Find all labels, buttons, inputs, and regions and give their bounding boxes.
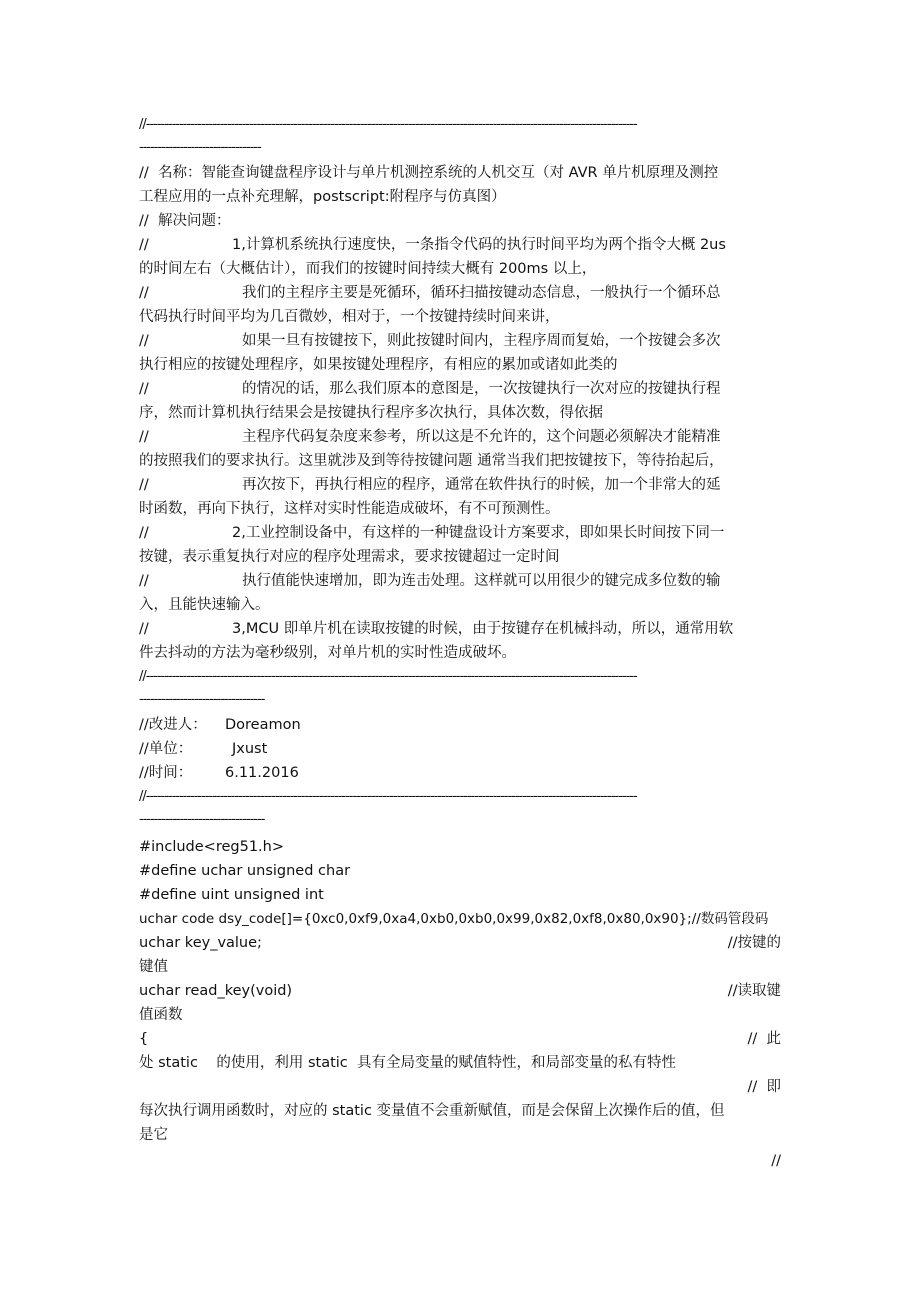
time-value: 6.11.2016: [225, 765, 299, 781]
paragraph-line: 序，然而计算机执行结果会是按键执行程序多次执行，具体次数，得依据: [139, 405, 603, 421]
problem-2-text: 2,工业控制设备中，有这样的一种键盘设计方案要求，即如果长时间按下同一: [232, 525, 725, 541]
separator-line-continued: ---------------------------------: [139, 141, 261, 155]
code-line: [139, 980, 781, 1002]
code-comment-continued: 值函数: [139, 1007, 183, 1023]
code-text: uchar key_value;: [139, 935, 262, 951]
code-comment-continued: 键值: [139, 959, 168, 975]
comment-prefix: //: [139, 477, 149, 493]
paragraph-line: 主程序代码复杂度来参考，所以这是不允许的，这个问题必须解决才能精准: [242, 429, 721, 445]
comment-prefix: //: [139, 381, 149, 397]
unit-label: //单位：: [139, 741, 193, 757]
comment-prefix: //: [139, 237, 149, 253]
comment-prefix: //: [139, 429, 149, 445]
unit-value: Jxust: [232, 741, 268, 757]
comment-prefix: //: [139, 573, 149, 589]
code-line: #include<reg51.h>: [139, 839, 284, 855]
code-comment: //读取键: [727, 983, 781, 999]
time-label: //时间：: [139, 765, 193, 781]
code-line: #define uchar unsigned char: [139, 863, 351, 879]
separator-line: //-------------------------------------------------------------------------------------------------------------------------------------: [139, 118, 637, 132]
code-comment: //按键的: [727, 935, 781, 951]
author-value: Doreamon: [225, 717, 301, 733]
separator-line-continued: ----------------------------------: [139, 813, 265, 827]
comment-prefix: //: [139, 621, 149, 637]
separator-line: //-------------------------------------------------------------------------------------------------------------------------------------: [139, 670, 637, 684]
separator-line: //-------------------------------------------------------------------------------------------------------------------------------------: [139, 790, 637, 804]
code-comment-continued: 是它: [139, 1127, 168, 1143]
code-comment-continued: 处 static 的使用，利用 static 具有全局变量的赋值特性，和局部变量的私有特性: [139, 1055, 676, 1071]
paragraph-line: 入，且能快速输入。: [139, 597, 270, 613]
paragraph-line: 如果一旦有按键按下，则此按键时间内，主程序周而复始，一个按键会多次: [242, 333, 721, 349]
section-heading: // 解决问题：: [139, 213, 231, 229]
code-comment-continued: 每次执行调用函数时，对应的 static 变量值不会重新赋值，而是会保留上次操作后的值，但: [139, 1103, 725, 1119]
comment-prefix: //: [139, 333, 149, 349]
problem-3-text: 3,MCU 即单片机在读取按键的时候，由于按键存在机械抖动，所以，通常用软: [232, 621, 734, 637]
paragraph-line: 的情况的话，那么我们原本的意图是，一次按键执行一次对应的按键执行程: [242, 381, 721, 397]
paragraph-line: 的按照我们的要求执行。这里就涉及到等待按键问题 通常当我们把按键按下，等待抬起后，: [139, 453, 724, 469]
code-line: [139, 932, 781, 954]
comment-prefix: //: [139, 525, 149, 541]
code-line: uchar code dsy_code[]={0xc0,0xf9,0xa4,0xb0,0xb0,0x99,0x82,0xf8,0x80,0x90};//数码管段码: [139, 911, 769, 927]
code-line: [139, 1028, 781, 1050]
code-comment: //: [771, 1153, 781, 1169]
problem-2-text-continued: 按键，表示重复执行对应的程序处理需求，要求按键超过一定时间: [139, 549, 560, 565]
paragraph-line: 再次按下，再执行相应的程序，通常在软件执行的时候，加一个非常大的延: [242, 477, 721, 493]
code-line: #define uint unsigned int: [139, 887, 324, 903]
problem-1-text: 1,计算机系统执行速度快，一条指令代码的执行时间平均为两个指令大概 2us: [232, 237, 726, 253]
code-comment: // 即: [747, 1079, 781, 1095]
code-text: {: [139, 1031, 149, 1047]
paragraph-line: 代码执行时间平均为几百微妙，相对于，一个按键持续时间来讲，: [139, 309, 560, 325]
code-text: uchar read_key(void): [139, 983, 293, 999]
problem-3-text-continued: 件去抖动的方法为毫秒级别，对单片机的实时性造成破坏。: [139, 645, 516, 661]
doc-title-line: // 名称：智能查询键盘程序设计与单片机测控系统的人机交互（对 AVR 单片机原理及测控: [139, 165, 719, 181]
author-label: //改进人：: [139, 717, 207, 733]
code-comment: // 此: [747, 1031, 781, 1047]
paragraph-line: 执行值能快速增加，即为连击处理。这样就可以用很少的键完成多位数的输: [242, 573, 721, 589]
comment-prefix: //: [139, 285, 149, 301]
doc-title-line-continued: 工程应用的一点补充理解，postscript:附程序与仿真图）: [139, 189, 506, 205]
separator-line-continued: ----------------------------------: [139, 693, 265, 707]
paragraph-line: 执行相应的按键处理程序，如果按键处理程序，有相应的累加或诸如此类的: [139, 357, 618, 373]
paragraph-line: 我们的主程序主要是死循环，循环扫描按键动态信息，一般执行一个循环总: [242, 285, 721, 301]
paragraph-line: 时函数，再向下执行，这样对实时性能造成破坏，有不可预测性。: [139, 501, 560, 517]
problem-1-text-continued: 的时间左右（大概估计），而我们的按键时间持续大概有 200ms 以上，: [139, 261, 597, 277]
